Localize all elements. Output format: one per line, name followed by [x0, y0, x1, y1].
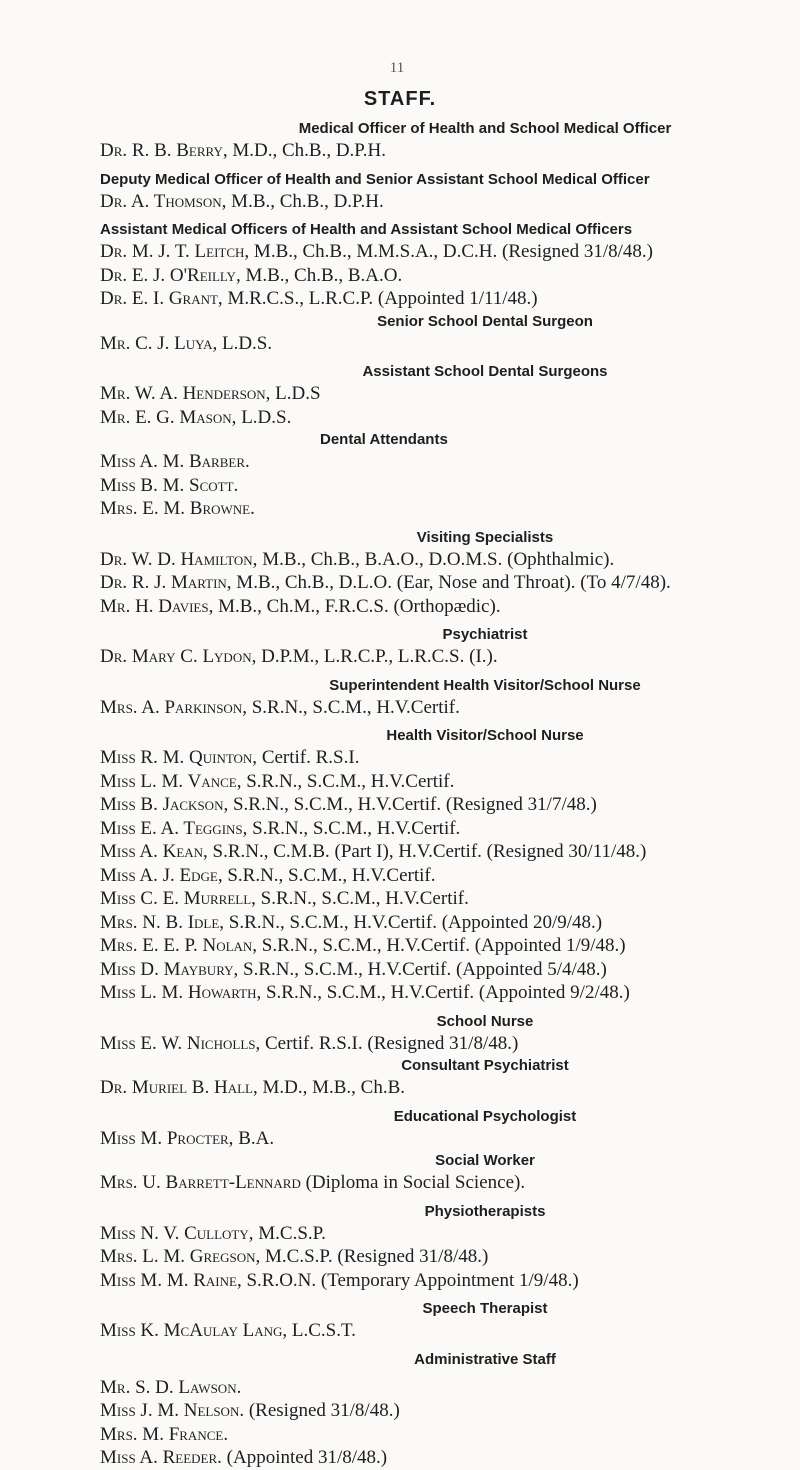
staff-name: Dr. Mary C. Lydon, [100, 646, 257, 667]
staff-name: Mr. C. J. Luya, [100, 332, 218, 354]
staff-details: (Diploma in Social Science). [300, 1172, 526, 1193]
staff-name: Miss L. M. Howarth, [100, 982, 262, 1003]
section-title: Physiotherapists [424, 1202, 546, 1220]
staff-entry [100, 958, 790, 982]
staff-name: Miss A. Kean, [100, 841, 208, 862]
staff-entry [100, 264, 790, 288]
section-title: Superintendent Health Visitor/School Nurse [329, 676, 641, 694]
staff-name: Mrs. L. M. Gregson, [100, 1246, 261, 1267]
staff-details: M.C.S.P. (Resigned 31/8/48.) [260, 1246, 489, 1267]
staff-entry [100, 840, 790, 864]
staff-name: Miss K. McAulay Lang, [100, 1320, 288, 1341]
staff-details: M.B., Ch.M., F.R.C.S. (Orthopædic). [213, 595, 501, 617]
staff-details: S.R.N., S.C.M., H.V.Certif. [246, 696, 460, 718]
staff-name: Dr. E. J. O'Reilly, [100, 264, 241, 286]
staff-entry [100, 332, 790, 356]
staff-name: Mr. E. G. Mason, [100, 406, 237, 428]
staff-details: S.R.N., S.C.M., H.V.Certif. (Appointed 1/9/48.) [257, 935, 626, 956]
staff-list [100, 118, 790, 1470]
staff-entry [100, 1032, 790, 1056]
staff-entry [100, 1376, 790, 1400]
staff-details: B.A. [233, 1127, 275, 1149]
staff-details: S.R.N., S.C.M., H.V.Certif. [255, 888, 469, 909]
staff-details: Certif. R.S.I. [257, 747, 360, 768]
staff-entry [100, 887, 790, 911]
staff-entry [100, 645, 790, 669]
staff-name: Miss B. Jackson, [100, 794, 229, 815]
section-title: Consultant Psychiatrist [401, 1057, 569, 1074]
staff-details: S.R.N., C.M.B. (Part I), H.V.Certif. (Resigned 30/11/48.) [207, 841, 647, 862]
staff-details: M.D., M.B., Ch.B. [257, 1077, 406, 1098]
section-title: Educational Psychologist [393, 1107, 577, 1125]
section-title: Visiting Specialists [416, 528, 554, 546]
staff-entry [100, 1446, 790, 1470]
staff-entry [100, 1127, 790, 1151]
section-title: Psychiatrist [442, 626, 528, 643]
staff-entry [100, 746, 790, 770]
section-title: Health Visitor/School Nurse [386, 727, 584, 744]
staff-details: (Resigned 31/8/48.) [244, 1400, 400, 1421]
staff-entry [100, 450, 790, 474]
staff-name: Dr. W. D. Hamilton, [100, 548, 258, 570]
section-title: Deputy Medical Officer of Health and Senior Assistant School Medical Officer [100, 170, 650, 188]
staff-entry [100, 696, 790, 720]
staff-details: S.R.N., S.C.M., H.V.Certif. (Appointed 5/4/48.) [238, 958, 607, 980]
page-title: STAFF. [363, 88, 437, 110]
section-title: Senior School Dental Surgeon [377, 312, 593, 330]
staff-details: S.R.N., S.C.M., H.V.Certif. (Appointed 20/9/48.) [224, 911, 603, 933]
staff-name: Miss A. J. Edge, [100, 864, 223, 886]
staff-name: Mrs. U. Barrett-Lennard [100, 1172, 301, 1193]
section-title: Medical Officer of Health and School Medical Officer [298, 120, 672, 137]
staff-entry [100, 406, 790, 430]
staff-name: Mrs. E. E. P. Nolan, [100, 935, 258, 956]
staff-details: M.B., Ch.B., M.M.S.A., D.C.H. (Resigned 31/8/48.) [249, 241, 653, 262]
staff-name: Miss E. W. Nicholls, [100, 1032, 261, 1054]
staff-entry [100, 287, 790, 311]
staff-details: S.R.N., S.C.M., H.V.Certif. [241, 770, 455, 792]
staff-entry [100, 1423, 790, 1447]
staff-name: Mrs. A. Parkinson, [100, 696, 247, 718]
staff-name: Dr. A. Thomson, [100, 190, 227, 212]
staff-details: M.B., Ch.B., D.P.H. [226, 190, 384, 212]
staff-details: M.D., Ch.B., D.P.H. [227, 140, 386, 161]
staff-details: S.R.N., S.C.M., H.V.Certif. [247, 817, 461, 839]
staff-name: Miss J. M. Nelson. [100, 1400, 245, 1421]
staff-details: L.C.S.T. [287, 1320, 356, 1341]
staff-entry [100, 1222, 790, 1246]
staff-name: Mrs. M. France. [100, 1423, 229, 1445]
staff-name: Dr. R. B. Berry, [100, 140, 228, 161]
staff-details: (Appointed 31/8/48.) [221, 1447, 388, 1468]
staff-entry [100, 911, 790, 935]
staff-details: D.P.M., L.R.C.P., L.R.C.S. (I.). [256, 646, 498, 667]
staff-details: S.R.N., S.C.M., H.V.Certif. (Appointed 9/2/48.) [261, 982, 630, 1003]
page-number: 11 [389, 60, 405, 76]
staff-name: Mr. S. D. Lawson. [100, 1376, 242, 1398]
staff-entry [100, 474, 790, 498]
staff-entry [100, 190, 790, 214]
staff-details: S.R.N., S.C.M., H.V.Certif. (Resigned 31/7/48.) [228, 794, 597, 815]
staff-name: Miss N. V. Culloty, [100, 1222, 254, 1244]
staff-entry [100, 1269, 790, 1293]
staff-entry [100, 817, 790, 841]
section-title: School Nurse [436, 1012, 534, 1030]
staff-entry [100, 382, 790, 406]
staff-details: M.B., Ch.B., D.L.O. (Ear, Nose and Throat). (To 4/7/48). [231, 572, 671, 593]
staff-name: Miss R. M. Quinton, [100, 747, 258, 768]
section-title: Administrative Staff [414, 1350, 556, 1368]
staff-details: M.C.S.P. [253, 1222, 326, 1244]
staff-details: L.D.S. [236, 406, 292, 428]
staff-details: S.R.N., S.C.M., H.V.Certif. [222, 864, 436, 886]
staff-name: Miss D. Maybury, [100, 958, 239, 980]
staff-name: Miss A. Reeder. [100, 1447, 222, 1468]
staff-name: Dr. R. J. Martin, [100, 572, 232, 593]
staff-name: Miss L. M. Vance, [100, 770, 242, 792]
staff-name: Dr. E. I. Grant, [100, 288, 223, 309]
staff-entry [100, 981, 790, 1005]
staff-entry [100, 770, 790, 794]
staff-name: Miss M. Procter, [100, 1127, 234, 1149]
staff-entry [100, 139, 790, 163]
staff-details: S.R.O.N. (Temporary Appointment 1/9/48.) [241, 1269, 579, 1291]
staff-entry [100, 1399, 790, 1423]
staff-entry [100, 571, 790, 595]
staff-details: M.R.C.S., L.R.C.P. (Appointed 1/11/48.) [222, 288, 538, 309]
section-title: Assistant School Dental Surgeons [362, 363, 608, 380]
staff-details: M.B., Ch.B., B.A.O. [240, 264, 403, 286]
staff-entry [100, 934, 790, 958]
staff-details: L.D.S. [217, 332, 273, 354]
staff-name: Mr. W. A. Henderson, [100, 383, 271, 404]
staff-name: Dr. Muriel B. Hall, [100, 1077, 258, 1098]
staff-name: Mrs. E. M. Browne. [100, 498, 255, 519]
staff-name: Miss M. M. Raine, [100, 1269, 242, 1291]
staff-entry [100, 1171, 790, 1195]
staff-entry [100, 1319, 790, 1343]
staff-details: L.D.S [270, 383, 321, 404]
staff-name: Miss A. M. Barber. [100, 451, 250, 472]
staff-details: M.B., Ch.B., B.A.O., D.O.M.S. (Ophthalmic). [257, 548, 615, 570]
staff-name: Mr. H. Davies, [100, 595, 214, 617]
section-title: Speech Therapist [422, 1300, 548, 1317]
staff-entry [100, 1076, 790, 1100]
staff-name: Miss B. M. Scott. [100, 474, 239, 496]
staff-entry [100, 548, 790, 572]
staff-details: Certif. R.S.I. (Resigned 31/8/48.) [260, 1032, 519, 1054]
staff-name: Dr. M. J. T. Leitch, [100, 241, 250, 262]
staff-name: Miss E. A. Teggins, [100, 817, 248, 839]
staff-entry [100, 793, 790, 817]
section-title: Dental Attendants [320, 431, 448, 448]
staff-entry [100, 497, 790, 521]
section-title: Assistant Medical Officers of Health and Assistant School Medical Officers [100, 221, 633, 238]
staff-name: Mrs. N. B. Idle, [100, 911, 225, 933]
staff-entry [100, 864, 790, 888]
staff-entry [100, 595, 790, 619]
staff-entry [100, 240, 790, 264]
staff-entry [100, 1245, 790, 1269]
section-title: Social Worker [435, 1152, 535, 1169]
staff-name: Miss C. E. Murrell, [100, 888, 256, 909]
